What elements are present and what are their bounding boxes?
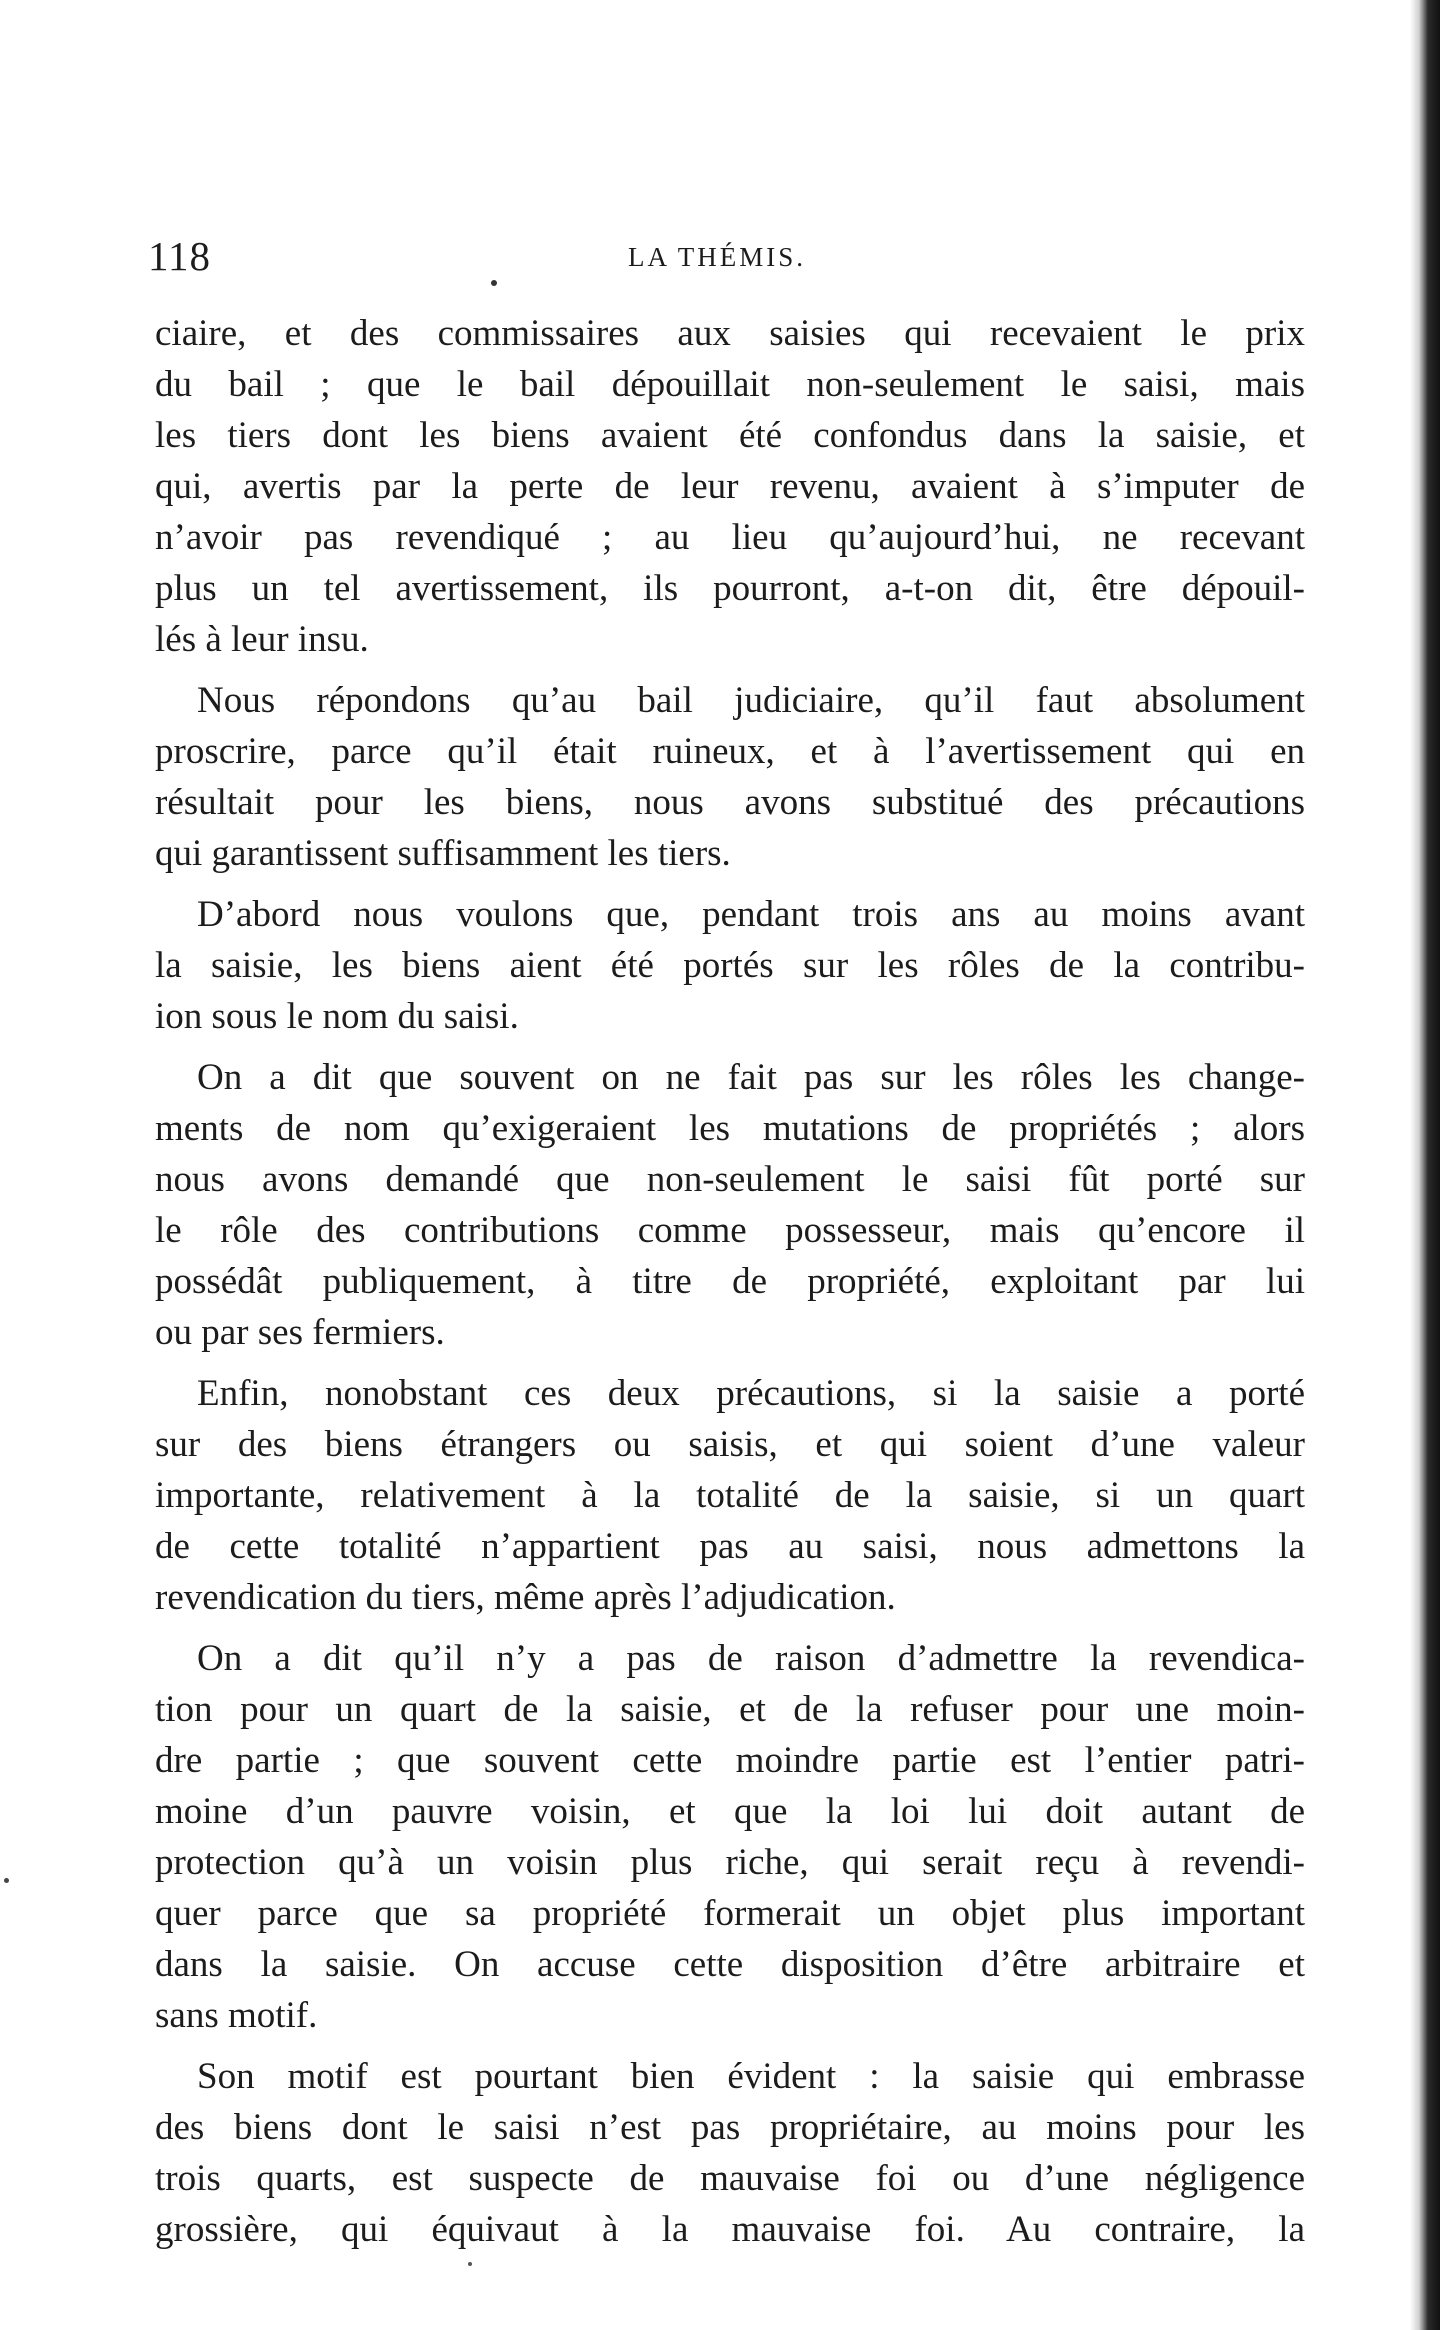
text-line: de cette totalité n’appartient pas au saisi, nous admettons la (155, 1526, 1305, 1567)
paragraph (155, 1633, 1305, 2041)
text-line: revendication du tiers, même après l’adjudication. (155, 1577, 896, 1618)
print-speck (491, 280, 497, 286)
text-line: le rôle des contributions comme possesseur, mais qu’encore il (155, 1210, 1305, 1251)
text-line: plus un tel avertissement, ils pourront, a-t-on dit, être dépouil- (155, 568, 1305, 609)
text-line: grossière, qui équivaut à la mauvaise foi. Au contraire, la (155, 2209, 1305, 2250)
text-line: la saisie, les biens aient été portés sur les rôles de la contribu- (155, 945, 1305, 986)
body-text (155, 308, 1305, 2265)
text-line: ciaire, et des commissaires aux saisies qui recevaient le prix (155, 313, 1305, 354)
text-line: Enfin, nonobstant ces deux précautions, si la saisie a porté (197, 1373, 1305, 1414)
text-line: sans motif. (155, 1995, 318, 2036)
text-line: importante, relativement à la totalité de la saisie, si un quart (155, 1475, 1305, 1516)
text-line: lés à leur insu. (155, 619, 369, 660)
text-line: n’avoir pas revendiqué ; au lieu qu’aujourd’hui, ne recevant (155, 517, 1305, 558)
text-line: quer parce que sa propriété formerait un objet plus important (155, 1893, 1305, 1934)
text-line: ou par ses fermiers. (155, 1312, 445, 1353)
text-line: du bail ; que le bail dépouillait non-seulement le saisi, mais (155, 364, 1305, 405)
page-edge-shadow (1410, 0, 1440, 2330)
text-line: protection qu’à un voisin plus riche, qui serait reçu à revendi- (155, 1842, 1305, 1883)
paragraph (155, 1052, 1305, 1358)
text-line: possédât publiquement, à titre de propriété, exploitant par lui (155, 1261, 1305, 1302)
paragraph (155, 675, 1305, 879)
text-line: dans la saisie. On accuse cette disposition d’être arbitraire et (155, 1944, 1305, 1985)
text-line: des biens dont le saisi n’est pas propriétaire, au moins pour les (155, 2107, 1305, 2148)
text-line: les tiers dont les biens avaient été confondus dans la saisie, et (155, 415, 1305, 456)
text-line: nous avons demandé que non-seulement le saisi fût porté sur (155, 1159, 1305, 1200)
text-line: qui, avertis par la perte de leur revenu, avaient à s’imputer de (155, 466, 1305, 507)
text-line: On a dit que souvent on ne fait pas sur les rôles les change- (197, 1057, 1305, 1098)
text-line: proscrire, parce qu’il était ruineux, et à l’avertissement qui en (155, 731, 1305, 772)
paragraph (155, 2051, 1305, 2255)
text-line: résultait pour les biens, nous avons substitué des précautions (155, 782, 1305, 823)
margin-speck (4, 1878, 9, 1883)
text-line: On a dit qu’il n’y a pas de raison d’admettre la revendica- (197, 1638, 1305, 1679)
text-line: Son motif est pourtant bien évident : la saisie qui embrasse (197, 2056, 1305, 2097)
text-line: ion sous le nom du saisi. (155, 996, 519, 1037)
paragraph (155, 889, 1305, 1042)
paragraph (155, 1368, 1305, 1623)
text-line: sur des biens étrangers ou saisis, et qui soient d’une valeur (155, 1424, 1305, 1465)
text-line: trois quarts, est suspecte de mauvaise foi ou d’une négligence (155, 2158, 1305, 2199)
page-header (148, 232, 1308, 282)
paragraph (155, 308, 1305, 665)
text-line: ments de nom qu’exigeraient les mutations de propriétés ; alors (155, 1108, 1305, 1149)
running-title: LA THÉMIS. (628, 242, 807, 272)
page-number: 118 (148, 233, 211, 279)
text-line: D’abord nous voulons que, pendant trois ans au moins avant (197, 894, 1305, 935)
text-line: Nous répondons qu’au bail judiciaire, qu’il faut absolument (197, 680, 1305, 721)
text-line: moine d’un pauvre voisin, et que la loi lui doit autant de (155, 1791, 1305, 1832)
text-line: qui garantissent suffisamment les tiers. (155, 833, 731, 874)
footer-speck (468, 2262, 472, 2266)
text-line: tion pour un quart de la saisie, et de la refuser pour une moin- (155, 1689, 1305, 1730)
text-line: dre partie ; que souvent cette moindre partie est l’entier patri- (155, 1740, 1305, 1781)
